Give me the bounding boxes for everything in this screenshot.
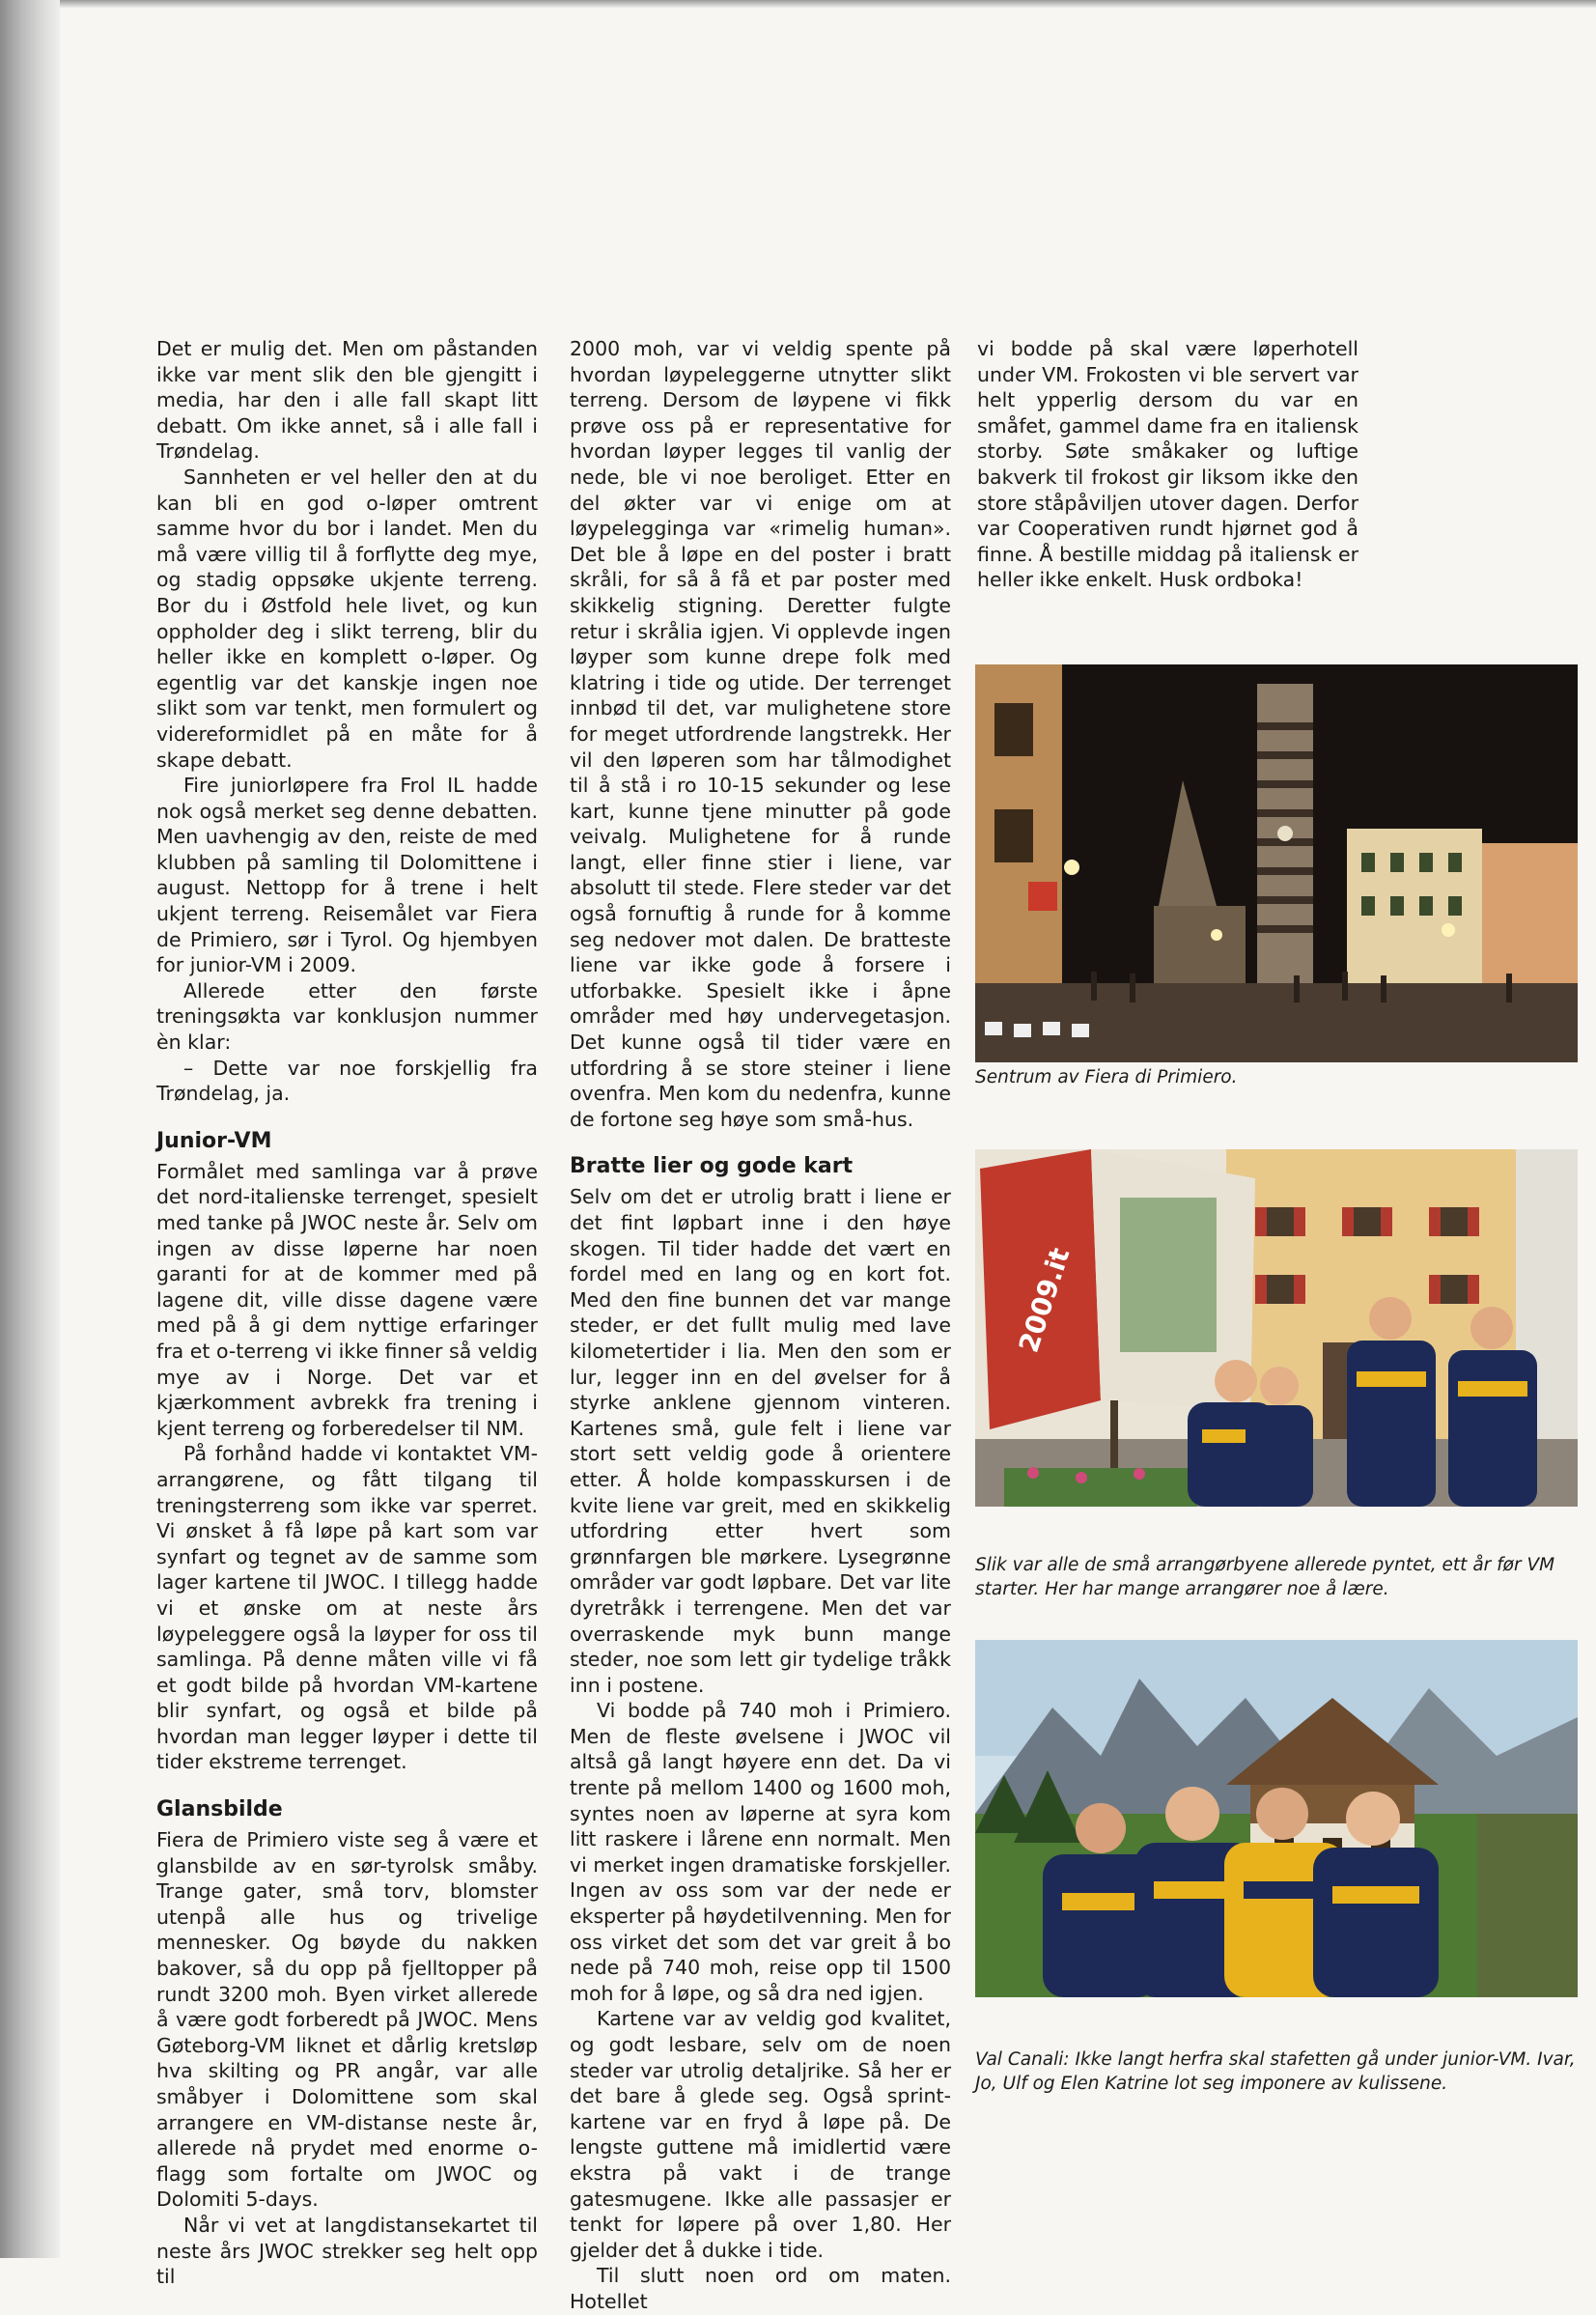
photo-town-square-night xyxy=(975,664,1578,1062)
paragraph: Formålet med samlinga var å prøve det nord-italienske terrenget, spesielt med tanke på JWOC neste år. Selv om ingen av disse løperne har noen garanti for at de kommer med på lagene dit, ville disse dagene være med på å gi dem nyttige erfaringer fra et o-terreng vi ikke finner så veldig mye av i Norge. Det var et kjærkomment avbrekk fra trening i kjent terreng og forberedelser til NM. xyxy=(156,1159,538,1440)
article-column-2 xyxy=(570,336,951,2313)
show-through-text xyxy=(1009,114,1550,201)
photo-caption-1: Sentrum av Fiera di Primiero. xyxy=(975,1067,1238,1087)
section-heading-bratte-lier: Bratte lier og gode kart xyxy=(570,1154,854,1179)
section-heading-junior-vm: Junior-VM xyxy=(156,1128,272,1153)
book-spine-shadow xyxy=(0,0,60,2258)
photo-val-canali-group xyxy=(975,1640,1578,1997)
quote-paragraph: – Dette var noe forskjellig fra Trøndelag, ja. xyxy=(156,1056,538,1106)
paragraph: Det er mulig det. Men om påstanden ikke var ment slik den ble gjengitt i media, har den i alle fall skapt litt debatt. Om ikke annet, så i alle fall i Trøndelag. xyxy=(156,337,538,464)
paragraph: Når vi vet at langdistansekartet til neste års JWOC strekker seg helt opp til xyxy=(156,2213,538,2289)
banner-text: 2009.it xyxy=(1012,1243,1077,1357)
paragraph: vi bodde på skal være løperhotell under VM. Frokosten vi ble servert var helt ypperlig dersom du var en småfet, gammel dame fra en italiensk storby. Søte småkaker og luftige bakverk til frokost gir liksom ikke den store ståpåviljen utover dagen. Derfor var Cooperativen rundt hjørnet god å finne. Å bestille middag på italiensk er heller ikke enkelt. Husk ordboka! xyxy=(977,337,1358,592)
paragraph: På forhånd hadde vi kontaktet VM-arrangørene, og fått tilgang til treningsterreng som ikke var sperret. Vi ønsket å få løpe på kart som var synfart og tegnet av de samme som lager kartene til JWOC. I tillegg hadde vi et ønske om at neste års løypeleggere også la løyper for oss til samlinga. På denne måten ville vi få et godt bilde på hvordan VM-kartene blir synfart, og også et bilde på hvordan man legger løyper i dette til tider ekstreme terrenget. xyxy=(156,1442,538,1774)
photo-banner-juniors xyxy=(975,1149,1578,1507)
section-heading-glansbilde: Glansbilde xyxy=(156,1797,283,1822)
paragraph: Fire juniorløpere fra Frol IL hadde nok også merket seg denne debatten. Men uavhengig av den, reiste de med klubben på samling til Dolomittene i august. Nettopp for å trene i helt ukjent terreng. Reisemålet var Fiera de Primiero, sør i Tyrol. Og hjembyen for junior-VM i 2009. xyxy=(156,774,538,977)
page-top-edge xyxy=(60,0,1596,8)
article-column-3 xyxy=(977,336,1358,607)
paragraph: Vi bodde på 740 moh i Primiero. Men de fleste øvelsene i JWOC vil altså gå langt høyere enn det. Da vi trente på mellom 1400 og 1600 moh, syntes noen av løperne at syra kom litt raskere i lårene enn normalt. Men vi merket ingen dramatiske forskjeller. Ingen av oss som var der nede er eksperter på høydetilvenning. Men for oss virket det som det var greit å bo nede på 740 moh, reise opp til 1500 moh for å løpe, og så dra ned igjen. xyxy=(570,1699,951,2005)
paragraph: 2000 moh, var vi veldig spente på hvordan løypeleggerne utnytter slikt terreng. Dersom de løypene vi fikk prøve oss på er representative for hvordan løyper legges til vanlig der nede, ble vi noe beroliget. Etter en del økter var vi enige om at løypelegginga var «rimelig human». Det ble å løpe en del poster i bratt skråli, for så å få et par poster med skikkelig stigning. Deretter fulgte retur i skrålia igjen. Vi opplevde ingen løyper som kunne drepe folk med klatring i tide og utide. Der terrenget innbød til det, var mulighetene store for meget utfordrende langstrekk. Her vil den løperen som har tålmodighet til å stå i ro 10-15 sekunder og lese kart, kunne tjene minutter på gode veivalg. Mulighetene for å runde langt, eller finne stier i liene, var absolutt til stede. Flere steder var det også fornuftig å runde for å komme seg nedover mot dalen. De bratteste liene var ikke gode å forsere i utforbakke. Spesielt ikke i åpne områder med høy undervegetasjon. Det kunne også til tider være en utfordring å se store steiner i liene ovenfra. Men kom du nedenfra, kunne de fortone seg høye som små-hus. xyxy=(570,337,951,1131)
paragraph: Selv om det er utrolig bratt i liene er det fint løpbart inne i den høye skogen. Til tider hadde det vært en fordel med en lang og en kort fot. Med den fine bunnen det var mange steder, er det fullt mulig med lave kilometertider i lia. Men den som er lur, legger inn en del øvelser for å styrke anklene gjennom vinteren. Kartenes små, gule felt i liene var stort sett veldig gode å orientere etter. Å holde kompasskursen i de kvite liene var greit, med en skikkelig utfordring etter hvert som grønnfargen ble mørkere. Lysegrønne områder var godt løpbare. Det var lite dyretråkk i terrengene. Men det var overraskende myk bunn mange steder, noe som lett gir tydelige tråkk inn i postene. xyxy=(570,1185,951,1697)
article-column-1 xyxy=(156,336,538,2289)
paragraph: Fiera de Primiero viste seg å være et glansbilde av en sør-tyrolsk småby. Trange gater, små torv, blomster utenpå alle hus og trivelige mennesker. Og bøyde du nakken bakover, så du opp på fjelltopper på rundt 3200 moh. Byen virket allerede å være godt forberedt på JWOC. Mens Gøteborg-VM liknet et dårlig kretsløp hva skilting og PR angår, var alle småbyer i Dolomittene som skal arrangere en VM-distanse neste år, allerede nå prydet med enorme o-flagg som fortalte om JWOC og Dolomiti 5-days. xyxy=(156,1828,538,2212)
photo-caption-2: Slik var alle de små arrangørbyene allerede pyntet, ett år før VM starter. Her har mange arrangører noe å lære. xyxy=(975,1555,1555,1599)
paragraph: Allerede etter den første treningsøkta var konklusjon nummer èn klar: xyxy=(156,978,538,1055)
photo-caption-3: Val Canali: Ikke langt herfra skal stafetten gå under junior-VM. Ivar, Jo, Ulf og Elen Katrine lot seg imponere av kulissene. xyxy=(975,2049,1576,2094)
paragraph: Sannheten er vel heller den at du kan bli en god o-løper omtrent samme hvor du bor i landet. Men du må være villig til å forflytte deg mye, og stadig oppsøke ukjente terreng. Bor du i Østfold hele livet, og kun oppholder deg i slikt terreng, blir du heller ikke en komplett o-løper. Og egentlig var det kanskje ingen noe slikt som var tenkt, men formulert og videreformidlet på en måte for å skape debatt. xyxy=(156,465,538,772)
paragraph: Til slutt noen ord om maten. Hotellet xyxy=(570,2264,951,2313)
paragraph: Kartene var av veldig god kvalitet, og godt lesbare, selv om de noen steder var utrolig detaljrike. Så her er det bare å glede seg. Også sprint-kartene var en fryd å løpe på. De lengste guttene må imidlertid være ekstra på vakt i de trange gatesmugene. Ikke alle passasjer er tenkt for løpere på over 1,80. Her gjelder det å dukke i tide. xyxy=(570,2007,951,2262)
